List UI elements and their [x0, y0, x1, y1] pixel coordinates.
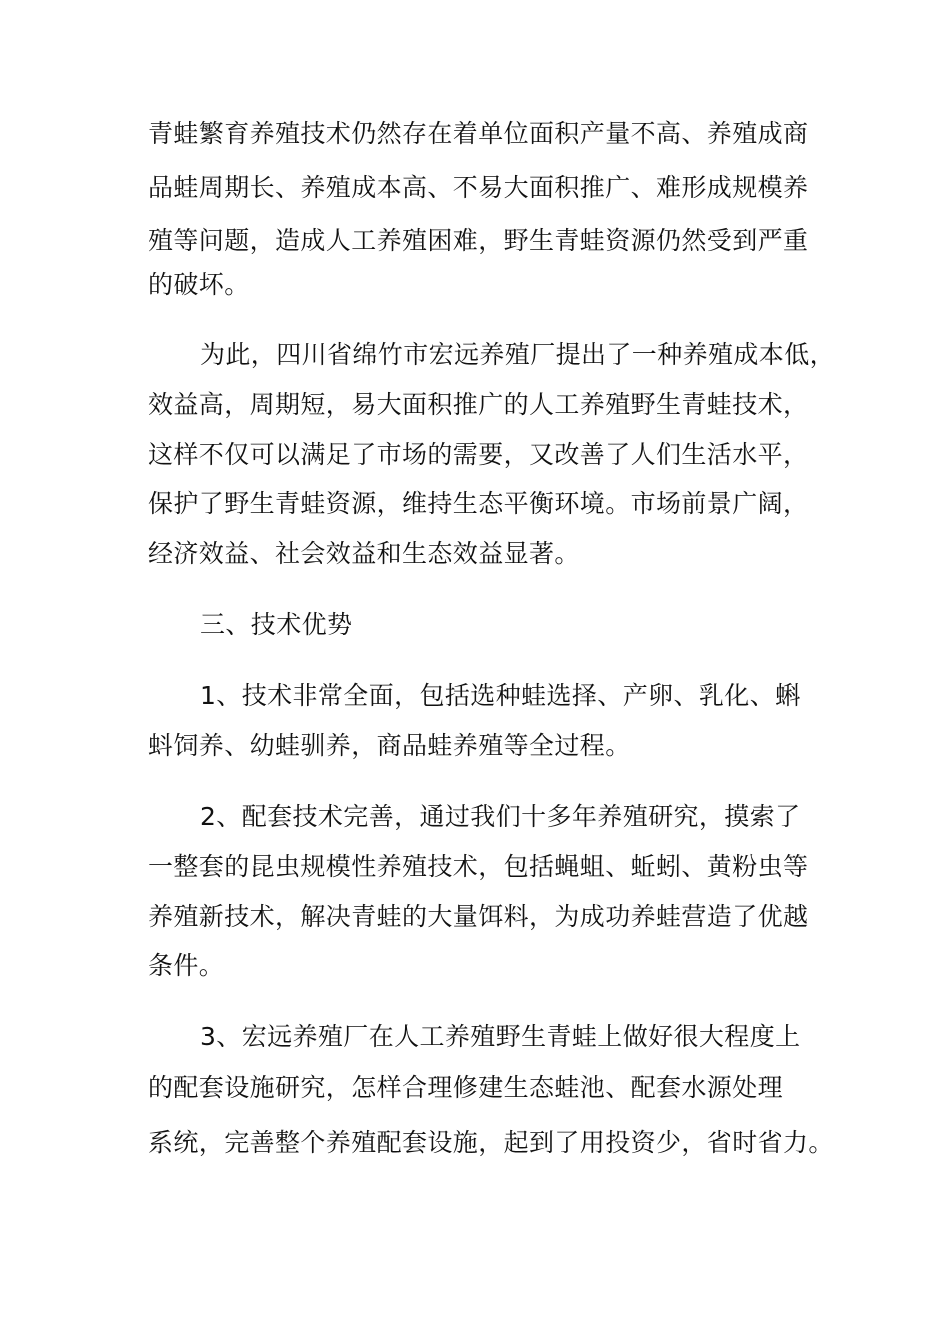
paragraph-4-line-3: 养殖新技术，解决青蛙的大量饵料，为成功养蛙营造了优越 [148, 902, 809, 931]
paragraph-3-line-2: 蚪饲养、幼蛙驯养，商品蛙养殖等全过程。 [148, 731, 631, 760]
paragraph-4-line-1: 2、配套技术完善，通过我们十多年养殖研究，摸索了 [200, 802, 801, 831]
paragraph-4-line-4: 条件。 [148, 951, 225, 980]
paragraph-1-line-1: 青蛙繁育养殖技术仍然存在着单位面积产量不高、养殖成商 [148, 119, 809, 148]
section-heading: 三、技术优势 [200, 610, 353, 639]
paragraph-1-line-4: 的破坏。 [148, 270, 250, 299]
paragraph-5-line-2: 的配套设施研究，怎样合理修建生态蛙池、配套水源处理 [148, 1073, 784, 1102]
paragraph-5-line-3: 系统，完善整个养殖配套设施，起到了用投资少，省时省力。 [148, 1128, 834, 1157]
paragraph-2-line-3: 这样不仅可以满足了市场的需要，又改善了人们生活水平， [148, 440, 809, 469]
paragraph-2-line-4: 保护了野生青蛙资源，维持生态平衡环境。市场前景广阔， [148, 489, 809, 518]
paragraph-2-line-5: 经济效益、社会效益和生态效益显著。 [148, 539, 580, 568]
paragraph-4-line-2: 一整套的昆虫规模性养殖技术，包括蝇蛆、蚯蚓、黄粉虫等 [148, 852, 809, 881]
paragraph-1-line-3: 殖等问题，造成人工养殖困难，野生青蛙资源仍然受到严重 [148, 226, 809, 255]
paragraph-5-line-1: 3、宏远养殖厂在人工养殖野生青蛙上做好很大程度上 [200, 1022, 801, 1051]
paragraph-1-line-2: 品蛙周期长、养殖成本高、不易大面积推广、难形成规模养 [148, 173, 809, 202]
paragraph-2-line-1: 为此，四川省绵竹市宏远养殖厂提出了一种养殖成本低， [200, 340, 836, 369]
paragraph-3-line-1: 1、技术非常全面，包括选种蛙选择、产卵、乳化、蝌 [200, 681, 801, 710]
paragraph-2-line-2: 效益高，周期短，易大面积推广的人工养殖野生青蛙技术， [148, 390, 809, 419]
